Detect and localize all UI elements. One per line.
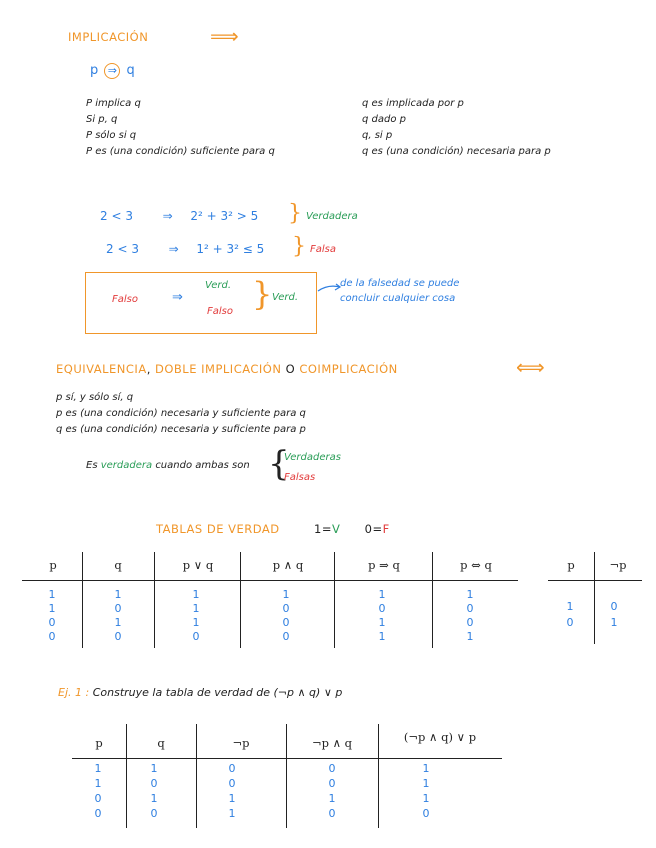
legend-zero: 0	[364, 522, 373, 536]
main-table-vline	[334, 552, 335, 648]
note-line: de la falsedad se puede	[340, 278, 460, 289]
main-table-vline	[240, 552, 241, 648]
main-table-hline	[22, 580, 518, 581]
ex1-result: Verdadera	[306, 211, 358, 222]
neg-header: p	[567, 558, 575, 572]
implication-formula	[90, 63, 135, 79]
main-cell: 1	[114, 616, 122, 629]
main-cell: 1	[192, 602, 200, 615]
main-cell: 1	[282, 588, 290, 601]
ex2-right: 1² + 3² ≤ 5	[196, 242, 265, 256]
equiv-title-part2: DOBLE IMPLICACIÓN	[155, 362, 282, 376]
box-arrow-icon: ⇒	[172, 290, 183, 305]
main-cell: 0	[466, 616, 474, 629]
exercise-statement	[58, 686, 342, 699]
legend-V: V	[331, 522, 341, 536]
neg-header: ¬p	[609, 558, 627, 572]
ex-cell: 1	[94, 762, 102, 775]
ex-cell: 1	[150, 762, 158, 775]
box-result: Verd.	[272, 292, 299, 303]
main-cell: 1	[466, 630, 474, 643]
main-table-vline	[432, 552, 433, 648]
equiv-title-part1: EQUIVALENCIA	[56, 362, 147, 376]
ex1-arrow-icon: ⇒	[162, 209, 173, 223]
equivalence-line: p es (una condición) necesaria y suficiente para q	[56, 408, 306, 419]
condition-opt2: Falsas	[284, 472, 316, 483]
ex-cell: 0	[328, 807, 336, 820]
exercise-label: Ej. 1 :	[58, 686, 90, 699]
main-cell: 1	[48, 588, 56, 601]
main-cell: 1	[378, 630, 386, 643]
tablas-title-row	[156, 522, 390, 536]
equivalence-line: p sí, y sólo sí, q	[56, 392, 134, 403]
ex2-brace: }	[292, 234, 306, 259]
neg-table-vline	[594, 552, 595, 644]
ex-cell: 0	[94, 807, 102, 820]
ex-cell: 1	[422, 777, 430, 790]
equivalence-condition	[86, 460, 250, 471]
main-header: p ⇔ q	[460, 558, 492, 572]
implication-right-line: q es (una condición) necesaria para p	[362, 146, 551, 157]
ex-header: ¬p	[232, 736, 250, 750]
implication-left-line: P es (una condición) suficiente para q	[86, 146, 275, 157]
ex-cell: 1	[422, 762, 430, 775]
ex1-brace: }	[288, 201, 302, 226]
ex-cell: 1	[328, 792, 336, 805]
implication-right-line: q dado p	[362, 114, 406, 125]
main-header: q	[114, 558, 122, 572]
main-cell: 1	[378, 616, 386, 629]
main-header: p	[49, 558, 57, 572]
box-left: Falso	[112, 294, 138, 305]
note-line: concluir cualquier cosa	[340, 293, 456, 304]
implication-left-line: P implica q	[86, 98, 141, 109]
condition-opt1: Verdaderas	[284, 452, 341, 463]
legend-eq1: =	[321, 522, 332, 536]
neg-cell: 1	[566, 600, 574, 613]
ex-table-vline	[286, 724, 287, 828]
main-cell: 1	[48, 602, 56, 615]
ex-cell: 0	[328, 762, 336, 775]
main-cell: 0	[48, 616, 56, 629]
ex-cell: 0	[328, 777, 336, 790]
box-top: Verd.	[205, 280, 232, 291]
main-cell: 0	[378, 602, 386, 615]
equivalencia-title	[56, 362, 398, 376]
main-table-vline	[154, 552, 155, 648]
implication-right-line: q, si p	[362, 130, 393, 141]
ex-header: ¬p ∧ q	[311, 736, 353, 750]
ex-header: (¬p ∧ q) ∨ p	[403, 730, 477, 744]
ex-cell: 1	[228, 792, 236, 805]
main-cell: 0	[114, 602, 122, 615]
ex-cell: 1	[422, 792, 430, 805]
equivalence-line: q es (una condición) necesaria y suficiente para p	[56, 424, 306, 435]
main-cell: 0	[192, 630, 200, 643]
ex1-right: 2² + 3² > 5	[190, 209, 259, 223]
condition-green: verdadera	[100, 460, 153, 471]
ex2-arrow-icon: ⇒	[168, 242, 179, 256]
main-cell: 1	[466, 588, 474, 601]
main-header: p ∧ q	[272, 558, 304, 572]
ex-table-vline	[378, 724, 379, 828]
falsity-note	[340, 276, 459, 306]
main-cell: 0	[282, 616, 290, 629]
condition-suffix: cuando ambas son	[155, 460, 250, 471]
ex-cell: 0	[150, 807, 158, 820]
formula-q: q	[126, 63, 135, 78]
neg-cell: 0	[610, 600, 618, 613]
ex-cell: 1	[94, 777, 102, 790]
condition-brace: {	[268, 444, 290, 484]
ex-table-vline	[126, 724, 127, 828]
formula-p: p	[90, 63, 99, 78]
ex-cell: 1	[228, 807, 236, 820]
ex-header: q	[157, 736, 165, 750]
example-2	[106, 242, 264, 256]
implication-left-line: Si p, q	[86, 114, 118, 125]
main-cell: 0	[282, 630, 290, 643]
ex-cell: 0	[422, 807, 430, 820]
main-cell: 0	[282, 602, 290, 615]
legend-F: F	[382, 522, 390, 536]
neg-cell: 0	[566, 616, 574, 629]
note-arrow-icon	[316, 282, 342, 294]
implication-right-list	[362, 96, 551, 160]
implicacion-title: IMPLICACIÓN	[68, 30, 149, 44]
equiv-title-sep1: ,	[146, 362, 151, 376]
equivalence-arrow-icon: ⟺	[516, 355, 545, 379]
box-bottom: Falso	[207, 306, 233, 317]
ex-header: p	[95, 736, 103, 750]
equiv-title-part3: COIMPLICACIÓN	[299, 362, 398, 376]
example-1	[100, 209, 258, 223]
box-brace: }	[252, 275, 273, 313]
main-cell: 1	[192, 616, 200, 629]
main-cell: 0	[48, 630, 56, 643]
implication-right-line: q es implicada por p	[362, 98, 464, 109]
ex2-left: 2 < 3	[106, 242, 139, 256]
equiv-title-sep2: O	[285, 362, 296, 376]
ex-cell: 1	[150, 792, 158, 805]
ex2-result: Falsa	[310, 244, 336, 255]
implication-left-list	[86, 96, 275, 160]
ex-cell: 0	[228, 777, 236, 790]
main-cell: 0	[466, 602, 474, 615]
ex1-left: 2 < 3	[100, 209, 133, 223]
main-cell: 1	[192, 588, 200, 601]
ex-cell: 0	[228, 762, 236, 775]
equivalence-lines	[56, 390, 306, 438]
condition-prefix: Es	[86, 460, 98, 471]
main-header: p ⇒ q	[368, 558, 400, 572]
main-table-vline	[82, 552, 83, 648]
exercise-text: Construye la tabla de verdad de (¬p ∧ q) ∨ p	[92, 686, 343, 699]
ex-cell: 0	[94, 792, 102, 805]
implication-left-line: P sólo si q	[86, 130, 137, 141]
tablas-title: TABLAS DE VERDAD	[156, 522, 280, 536]
legend-eq2: =	[372, 522, 383, 536]
implication-arrow-icon: ⟹	[210, 24, 239, 48]
legend-one: 1	[313, 522, 322, 536]
main-header: p ∨ q	[182, 558, 214, 572]
ex-cell: 0	[150, 777, 158, 790]
main-cell: 0	[114, 630, 122, 643]
main-cell: 1	[114, 588, 122, 601]
main-cell: 1	[378, 588, 386, 601]
ex-table-vline	[196, 724, 197, 828]
formula-operator: ⇒	[104, 63, 120, 79]
neg-cell: 1	[610, 616, 618, 629]
